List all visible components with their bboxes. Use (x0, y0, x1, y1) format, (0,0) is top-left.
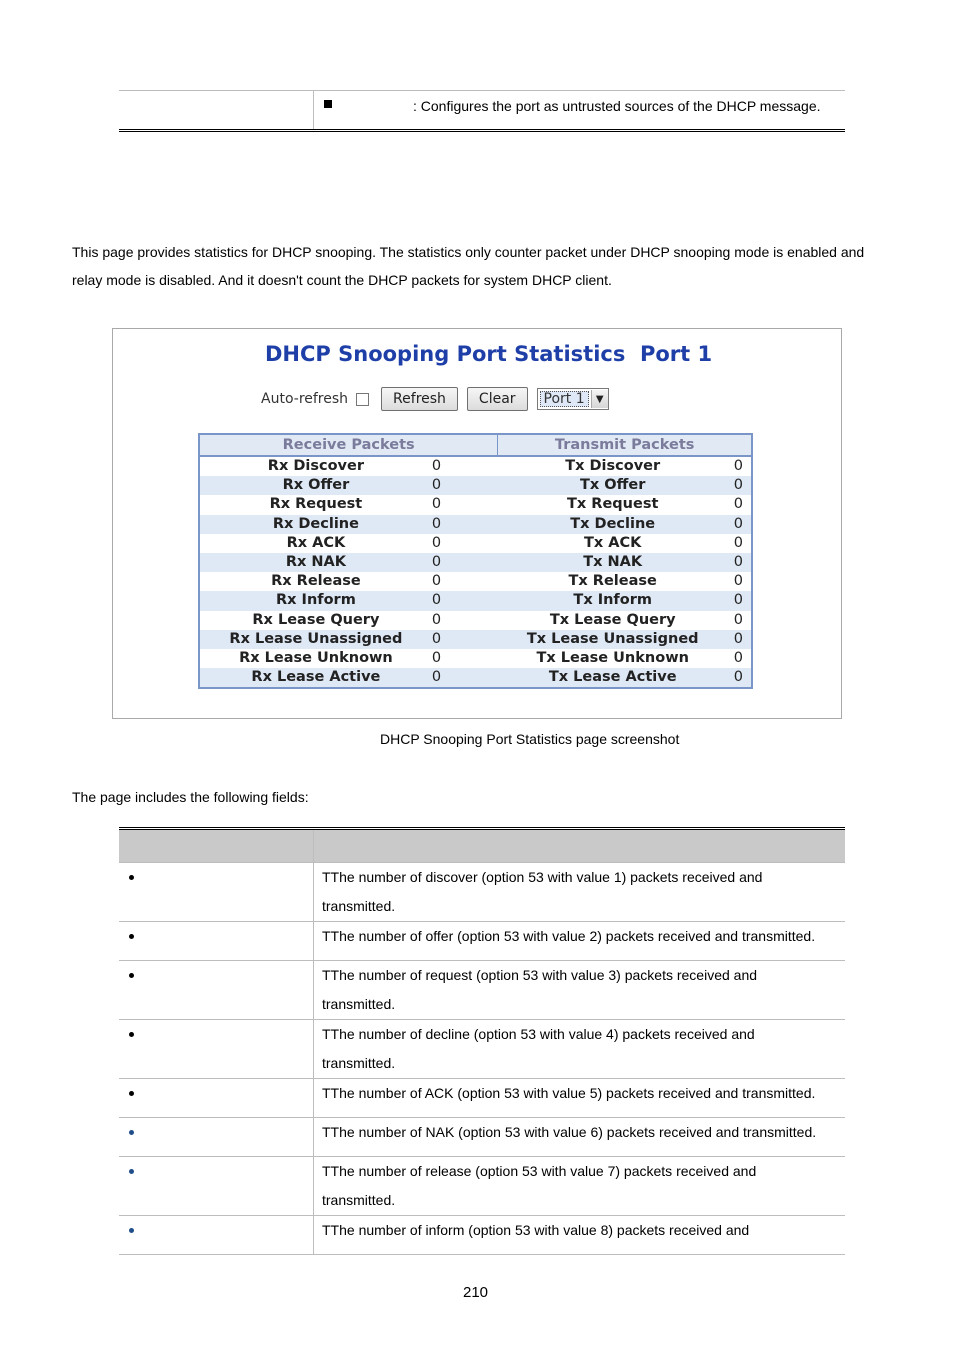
tx-counter-name: Tx Lease Unassigned (498, 630, 728, 649)
tx-counter-name: Tx Lease Active (498, 668, 728, 688)
stat-row (199, 649, 752, 668)
field-description-cell (314, 1020, 846, 1079)
rx-counter-value: 0 (432, 456, 498, 476)
tx-counter-value: 0 (728, 456, 752, 476)
field-description-line: transmitted. (322, 996, 396, 1012)
rx-counter-name: Rx Discover (199, 456, 432, 476)
field-description-cell (314, 922, 846, 961)
field-description-line: TThe number of inform (option 53 with value 8) packets received and (322, 1222, 750, 1238)
auto-refresh-checkbox[interactable] (356, 393, 369, 406)
tx-counter-value: 0 (728, 534, 752, 553)
stat-row (199, 515, 752, 534)
receive-packets-header: Receive Packets (199, 434, 498, 456)
stat-row (199, 495, 752, 514)
field-description-cell (314, 1118, 846, 1157)
rx-counter-value: 0 (432, 591, 498, 610)
tx-counter-name: Tx Lease Unknown (498, 649, 728, 668)
field-description-line: TThe number of request (option 53 with value 3) packets received and (322, 967, 758, 983)
tx-counter-name: Tx Decline (498, 515, 728, 534)
figure-caption: DHCP Snooping Port Statistics page screenshot (380, 731, 680, 747)
fields-table-header (119, 829, 845, 863)
stat-row (199, 668, 752, 688)
rx-counter-value: 0 (432, 668, 498, 688)
bullet-icon (129, 973, 134, 978)
square-bullet-icon (324, 100, 332, 108)
field-description-line: TThe number of NAK (option 53 with value 6) packets received and transmitted. (322, 1124, 817, 1140)
rx-counter-value: 0 (432, 630, 498, 649)
field-row (119, 1079, 845, 1118)
statistics-table (198, 433, 753, 689)
bullet-icon (129, 875, 134, 880)
field-description-cell (314, 863, 846, 922)
screenshot-frame (112, 328, 842, 719)
field-description-line: transmitted. (322, 898, 396, 914)
field-description-line: TThe number of discover (option 53 with value 1) packets received and (322, 869, 763, 885)
clear-button[interactable]: Clear (467, 387, 528, 411)
field-description-line: transmitted. (322, 1192, 396, 1208)
tx-counter-name: Tx Offer (498, 476, 728, 495)
bullet-icon (129, 1228, 134, 1233)
field-description-line: transmitted. (322, 1055, 396, 1071)
field-description-cell (314, 1157, 846, 1216)
rx-counter-name: Rx Lease Unknown (199, 649, 432, 668)
tx-counter-name: Tx Inform (498, 591, 728, 610)
rx-counter-value: 0 (432, 515, 498, 534)
rx-counter-name: Rx Lease Active (199, 668, 432, 688)
chevron-down-icon[interactable]: ▼ (591, 390, 608, 408)
tx-counter-value: 0 (728, 649, 752, 668)
field-name-cell (119, 961, 314, 1020)
intro-paragraph: This page provides statistics for DHCP snooping. The statistics only counter packet under DHCP snooping mode is enabled and relay mode is disabled. And it doesn't count the DHCP packets for system DHCP client. (72, 244, 865, 288)
field-name-cell (119, 1118, 314, 1157)
stat-row (199, 591, 752, 610)
field-description-cell (314, 1079, 846, 1118)
top-continuation-table (119, 90, 845, 132)
field-description-cell (314, 1216, 846, 1255)
field-description-line: TThe number of release (option 53 with value 7) packets received and (322, 1163, 757, 1179)
field-name-cell (119, 922, 314, 961)
field-row (119, 1118, 845, 1157)
field-row (119, 863, 845, 922)
fields-table (119, 827, 845, 1255)
tx-counter-value: 0 (728, 630, 752, 649)
field-description-line: TThe number of offer (option 53 with value 2) packets received and transmitted. (322, 928, 816, 944)
field-name-cell (119, 863, 314, 922)
field-name-cell (119, 1079, 314, 1118)
stat-row (199, 630, 752, 649)
tx-counter-name: Tx NAK (498, 553, 728, 572)
field-name-cell (119, 1216, 314, 1255)
stat-row (199, 553, 752, 572)
rx-counter-name: Rx Lease Unassigned (199, 630, 432, 649)
rx-counter-name: Rx NAK (199, 553, 432, 572)
tx-counter-value: 0 (728, 553, 752, 572)
page-number: 210 (463, 1284, 489, 1301)
tx-counter-name: Tx Lease Query (498, 611, 728, 630)
field-row (119, 961, 845, 1020)
rx-counter-value: 0 (432, 572, 498, 591)
fields-intro: The page includes the following fields: (72, 789, 309, 805)
screenshot-title: DHCP Snooping Port Statistics Port 1 (265, 342, 713, 366)
field-row (119, 1216, 845, 1255)
stat-row (199, 456, 752, 476)
rx-counter-name: Rx Inform (199, 591, 432, 610)
rx-counter-name: Rx Decline (199, 515, 432, 534)
rx-counter-value: 0 (432, 495, 498, 514)
bullet-icon (129, 1032, 134, 1037)
rx-counter-value: 0 (432, 649, 498, 668)
rx-counter-name: Rx ACK (199, 534, 432, 553)
tx-counter-value: 0 (728, 591, 752, 610)
stat-row (199, 534, 752, 553)
field-row (119, 1157, 845, 1216)
rx-counter-value: 0 (432, 534, 498, 553)
bullet-icon (129, 1091, 134, 1096)
field-row (119, 1020, 845, 1079)
rx-counter-name: Rx Release (199, 572, 432, 591)
rx-counter-value: 0 (432, 611, 498, 630)
field-description-line: TThe number of ACK (option 53 with value 5) packets received and transmitted. (322, 1085, 816, 1101)
rx-counter-name: Rx Request (199, 495, 432, 514)
header-cell-description (314, 829, 846, 863)
tx-counter-value: 0 (728, 611, 752, 630)
rx-counter-value: 0 (432, 476, 498, 495)
bullet-icon (129, 1169, 134, 1174)
port-select[interactable] (537, 388, 609, 410)
rx-counter-value: 0 (432, 553, 498, 572)
field-description-line: TThe number of decline (option 53 with value 4) packets received and (322, 1026, 755, 1042)
refresh-button[interactable]: Refresh (381, 387, 458, 411)
stat-row (199, 476, 752, 495)
column-divider (313, 91, 314, 129)
tx-counter-value: 0 (728, 495, 752, 514)
rx-counter-name: Rx Offer (199, 476, 432, 495)
bullet-icon (129, 934, 134, 939)
field-row (119, 922, 845, 961)
stat-row (199, 611, 752, 630)
transmit-packets-header: Transmit Packets (498, 434, 752, 456)
bullet-icon (129, 1130, 134, 1135)
tx-counter-name: Tx Discover (498, 456, 728, 476)
tx-counter-name: Tx ACK (498, 534, 728, 553)
tx-counter-value: 0 (728, 668, 752, 688)
field-name-cell (119, 1157, 314, 1216)
untrusted-description: : Configures the port as untrusted sources of the DHCP message. (413, 98, 821, 114)
tx-counter-name: Tx Release (498, 572, 728, 591)
field-description-cell (314, 961, 846, 1020)
tx-counter-value: 0 (728, 515, 752, 534)
tx-counter-name: Tx Request (498, 495, 728, 514)
tx-counter-value: 0 (728, 476, 752, 495)
tx-counter-value: 0 (728, 572, 752, 591)
port-select-value: Port 1 (540, 391, 589, 407)
auto-refresh-label: Auto-refresh (261, 391, 349, 407)
rx-counter-name: Rx Lease Query (199, 611, 432, 630)
header-cell-object (119, 829, 314, 863)
field-name-cell (119, 1020, 314, 1079)
controls-bar (261, 386, 609, 412)
stat-row (199, 572, 752, 591)
